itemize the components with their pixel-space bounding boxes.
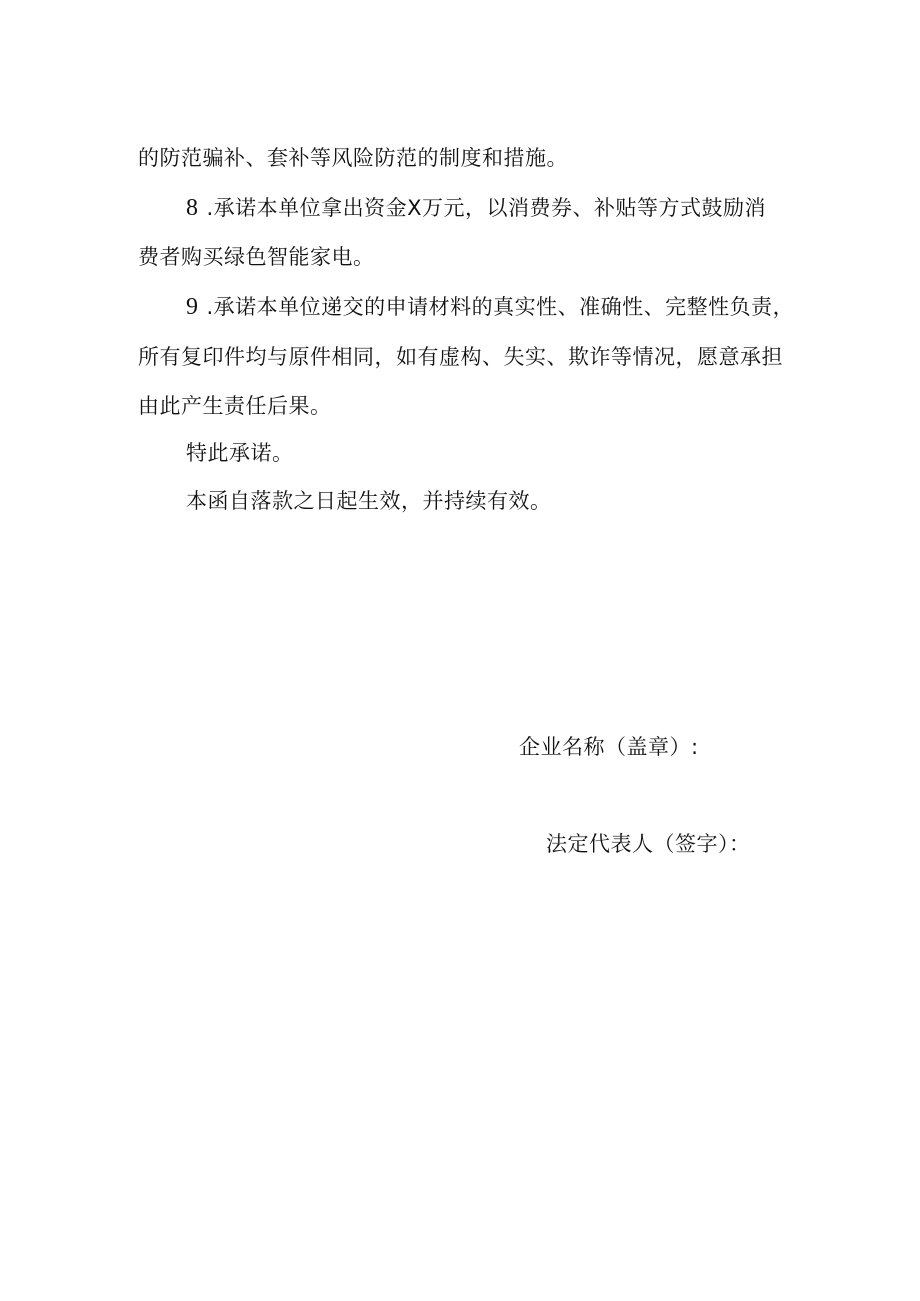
item-8-number: 8 xyxy=(186,195,199,221)
paragraph-continuation-line: 的防范骗补、套补等风险防范的制度和措施。 xyxy=(138,146,568,170)
item-9-line-3: 由此产生责任后果。 xyxy=(138,394,332,418)
item-9-text: .承诺本单位递交的申请材料的真实性、准确性、完整性负责， xyxy=(206,295,795,319)
effective-statement: 本函自落款之日起生效，并持续有效。 xyxy=(186,489,552,513)
special-statement: 特此承诺。 xyxy=(186,441,294,465)
item-8-text: .承诺本单位拿出资金X万元，以消费券、补贴等方式鼓励消 xyxy=(206,196,767,220)
item-9-number: 9 xyxy=(186,294,199,320)
legal-representative-signature-label: 法定代表人（签字）： xyxy=(546,832,751,856)
item-8-line-1 xyxy=(186,193,796,223)
item-9-line-2: 所有复印件均与原件相同，如有虚构、失实、欺诈等情况，愿意承担 xyxy=(138,345,783,369)
item-8-line-2: 费者购买绿色智能家电。 xyxy=(138,245,375,269)
company-seal-label: 企业名称（盖章）: xyxy=(519,735,699,759)
item-9-line-1 xyxy=(186,292,796,322)
